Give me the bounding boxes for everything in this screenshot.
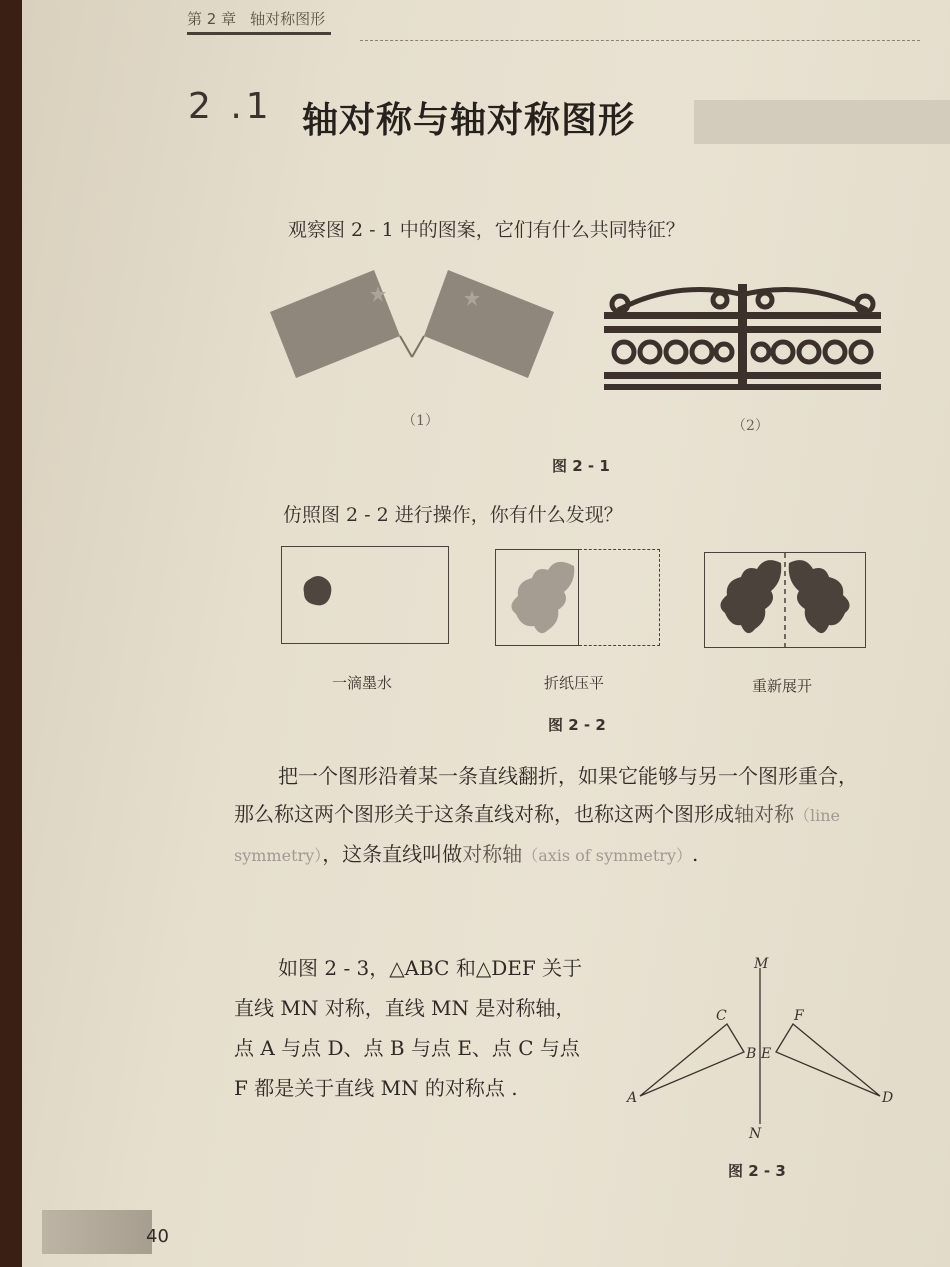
label-C: C xyxy=(716,1008,727,1024)
running-header xyxy=(187,8,331,35)
section-title: 轴对称与轴对称图形 xyxy=(302,100,636,141)
label-E: E xyxy=(761,1046,772,1062)
example-line-3: 点 A 与点 D、点 B 与点 E、点 C 与点 xyxy=(234,1036,580,1060)
right-flag xyxy=(424,270,554,378)
term-symmetry-en: symmetry） xyxy=(234,846,323,865)
figure-2-1-caption: 图 2 - 1 xyxy=(552,457,610,475)
faded-ink-blot xyxy=(504,556,576,640)
example-line-2: 直线 MN 对称，直线 MN 是对称轴， xyxy=(234,996,576,1020)
left-flag xyxy=(270,270,400,378)
subfigure-1-label: （1） xyxy=(402,413,439,429)
definition-paragraph xyxy=(234,757,924,875)
step-2-label: 折纸压平 xyxy=(544,674,605,692)
label-D: D xyxy=(882,1090,894,1106)
textbook-page xyxy=(22,0,950,1267)
step-3-label: 重新展开 xyxy=(752,677,813,695)
triangle-DEF xyxy=(776,1024,880,1096)
term-axis-of-symmetry: 对称轴 xyxy=(462,842,523,866)
triangle-ABC xyxy=(640,1024,744,1096)
question-2: 仿照图 2 - 2 进行操作，你有什么发现？ xyxy=(283,504,623,526)
ink-drop-panel xyxy=(281,546,449,644)
definition-end: . xyxy=(692,842,699,866)
question-1: 观察图 2 - 1 中的图案，它们有什么共同特征？ xyxy=(288,219,685,241)
chapter-title: 轴对称图形 xyxy=(250,10,326,28)
page-number-band xyxy=(42,1210,152,1254)
page-number: 40 xyxy=(146,1226,169,1247)
label-M: M xyxy=(754,956,769,972)
flags-illustration xyxy=(262,262,562,392)
definition-text: ，这条直线叫做 xyxy=(322,842,463,866)
symmetric-triangles-diagram xyxy=(612,948,902,1148)
label-A: A xyxy=(627,1090,638,1106)
symmetric-ink-blots xyxy=(705,553,865,647)
definition-line-2 xyxy=(234,795,924,835)
definition-line-1: 把一个图形沿着某一条直线翻折，如果它能够与另一个图形重合， xyxy=(278,764,858,788)
step-1-label: 一滴墨水 xyxy=(332,674,393,692)
section-number: 2 .1 xyxy=(188,86,273,127)
subfigure-2-label: （2） xyxy=(732,418,769,434)
term-axis-of-symmetry-en: （axis of symmetry） xyxy=(522,846,692,865)
definition-line-3 xyxy=(234,835,924,875)
label-N: N xyxy=(749,1126,762,1142)
definition-text: 那么称这两个图形关于这条直线对称，也称这两个图形成 xyxy=(234,802,734,826)
header-divider xyxy=(360,40,920,41)
term-line-symmetry: 轴对称 xyxy=(734,802,794,826)
gate-illustration xyxy=(600,280,885,392)
title-band xyxy=(694,100,950,144)
term-line-symmetry-en: （line xyxy=(794,806,841,825)
unfolded-paper-panel xyxy=(704,552,866,648)
ink-drop xyxy=(300,573,336,611)
example-line-1: 如图 2 - 3，△ABC 和△DEF 关于 xyxy=(278,956,583,980)
example-line-4: F 都是关于直线 MN 的对称点 . xyxy=(234,1076,518,1100)
folded-paper-panel xyxy=(495,549,579,646)
flag-pole xyxy=(400,336,412,357)
figure-2-3-caption: 图 2 - 3 xyxy=(728,1162,786,1180)
chapter-number: 第 2 章 xyxy=(187,10,237,28)
label-F: F xyxy=(794,1008,804,1024)
figure-2-2-caption: 图 2 - 2 xyxy=(548,716,606,734)
example-paragraph xyxy=(234,948,634,1108)
folded-flap-outline xyxy=(579,549,660,646)
flag-pole xyxy=(412,336,424,357)
label-B: B xyxy=(746,1046,757,1062)
